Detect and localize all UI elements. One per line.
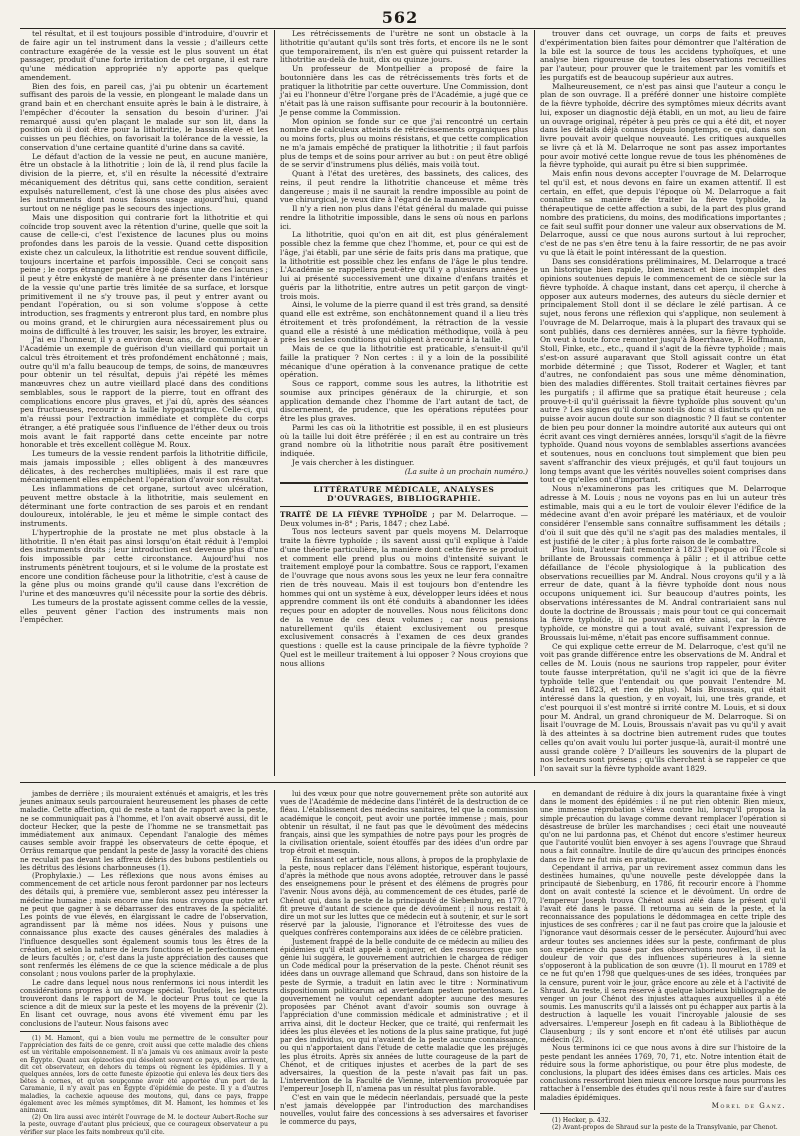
paragraph: Nous n'examinerons pas les critiques que M. Delarroque adresse à M. Louis ; nous ne voyons pas en lui un auteur très estimable, mais qui a eu le tort de vouloir élever l'édifice de la médecine avant d'en avoir préparé les matériaux, et de vouloir considérer l'ensemble sans connaître suffisamment les détails ; d'où il suit que dès qu'il ne s'agit pas des maladies mentales, il est justifié de le citer ; à plus forte raison de le combattre. — [540, 484, 786, 546]
footnote-rule — [540, 1113, 600, 1114]
column-middle — [280, 30, 528, 776]
paragraph: Mon opinion se fonde sur ce que j'ai rencontré un certain nombre de calculeux atteints de rétrécissements organiques plus ou moins forts, plus ou moins résistans, et que cette complication ne m'a jamais empêché de pratiquer la lithotritie ; il faut parfois plus de temps et de soins pour arriver au but : on peut être obligé de se servir d'instrumens plus déliés, mais voilà tout. — [280, 116, 528, 170]
footnote-rule — [20, 1031, 80, 1032]
paragraph: lui des vœux pour que notre gouvernement prête son autorité aux vues de l'Académie de médecine dans l'intérêt de la destruction de ce fléau. L'établissement des médecins sanitaires, tel que la commission académique le conçoit, peut avoir une portée immense ; mais, pour obtenir un résultat, il ne faut pas que le dévoûment des médecins français, ainsi que les sympathies de notre pays pour les progrès de la civilisation orientale, soient étouffés par des idées d'un ordre par trop étroit et mesquin. — [280, 790, 528, 856]
paragraph: Les tumeurs de la prostate agissent comme celles de la vessie, elles peuvent gêner l'action des instruments mais non l'empêcher. — [20, 597, 268, 625]
paragraph: Quant à l'état des uretères, des bassinets, des calices, des reins, il peut rendre la lithotritie chanceuse et même très dangereuse ; mais il ne saurait la rendre impossible au point de vue chirurgical, je veux dire à l'égard de la manœuvre. — [280, 169, 528, 205]
paragraph: Les tumeurs de la vessie rendent parfois la lithotritie difficile, mais jamais impossible ; elles obligent à des manœuvres délicates, à des recherches multipliées, mais il est rare que mécaniquement elles empêchent l'opération d'avoir son résultat. — [20, 449, 268, 485]
bottom-column-divider-1 — [274, 790, 275, 1110]
column-divider-1 — [274, 30, 275, 776]
paragraph: Le cadre dans lequel nous nous renfermons ici nous interdit les considérations propres à un ouvrage spécial. Toutefois, les lecteurs trouveront dans le rapport de M. le docteur Prus tout ce que la science a dit de mieux sur la peste et les moyens de la prévenir (2). En lisant cet ouvrage, nous avons été vivement ému par les conclusions de l'auteur. Nous faisons avec — [20, 978, 268, 1028]
paragraph: Plus loin, l'auteur fait remonter à 1823 l'époque où l'École si brillante de Broussais commença à pâlir ; et il attribue cette défaillance de l'école physiologique à la publication des observations recueillies par M. Andral. Nous croyons qu'il y a là erreur de date, quant à la fièvre typhoïde dont nous nous occupons uniquement ici. Sur beaucoup d'autres points, les observations intéressantes de M. Andral contrariaient sans nul doute la doctrine de Broussais ; mais pour tout ce qui concernait la fièvre typhoïde, il ne pouvait en être ainsi, car la fièvre typhoïde, ce monstre qui a tout avalé, suivant l'expression de Broussais lui-même, n'était pas encore suffisamment connue. — [540, 545, 786, 642]
feuilleton-left — [20, 790, 268, 1136]
to-be-continued: (La suite à un prochain numéro.) — [404, 466, 528, 476]
paragraph: Bien des fois, en pareil cas, j'ai pu obtenir un écartement suffisant des parois de la vessie, en plongeant le malade dans un grand bain et en cherchant ensuite après le bain à le distraire, à l'empêcher d'écouter la sensation du besoin d'uriner. J'ai remarqué aussi qu'en plaçant le malade sur son lit, dans la position où il doit être pour la lithotritie, le bassin élevé et les cuisses un peu fléchies, on favorisait la tolérance de la vessie, la conservation d'une certaine quantité d'urine dans sa cavité. — [20, 81, 268, 152]
paragraph: Il n'y a rien non plus dans l'état général du malade qui puisse rendre la lithotritie impossible, dans le sens où nous en parlons ici. — [280, 204, 528, 231]
feuilleton-right — [540, 790, 786, 1132]
book-title: TRAITÉ DE LA FIÈVRE TYPHOÏDE ; — [280, 509, 435, 519]
paragraph: J'ai eu l'honneur, il y a environ deux ans, de communiquer à l'Académie un exemple de guérison d'un vieillard qui portait un calcul très étroitement et très profondément enchâtonné ; mais, outre qu'il m'a fallu beaucoup de temps, de soins, de manœuvres pour obtenir un tel résultat, depuis j'ai répété les mêmes manœuvres chez un autre vieillard placé dans des conditions semblables, sous le rapport de la pierre, tout en offrant des complications encore plus graves, et j'ai dû, après des séances peu fructueuses, recourir à la taille hypogastrique. Celle-ci, qui m'a réussi pour l'extraction immédiate et complète du corps étranger, a été pratiquée sous l'influence de l'éther deux ou trois mois avant le fait rapporté dans cette enceinte par notre honorable et très excellent collègue M. Roux. — [20, 335, 268, 450]
paragraph: jambes de derrière ; ils mouraient exténués et amaigris, et les très jeunes animaux seuls parcouraient heureusement les phases de cette maladie. Cette affection, qui de reste a tant de rapport avec la peste, ne se communiquait pas à l'homme, et l'on avait observé aussi, dit le docteur Hecker, que la peste de l'homme ne se transmettait pas immédiatement aux animaux. Cependant l'analogie des mêmes causes semble avoir frappé les observateurs de cette époque, et Orräus remarque que pendant la peste de Jassy la voracité des chiens ne reculait pas devant les affreux débris des bubons pestilentiels ou les détritus des lésions charbonneuses (1). — [20, 790, 268, 872]
paragraph: Malheureusement, ce n'est pas ainsi que l'auteur a conçu le plan de son ouvrage. Il a préféré donner une histoire complète de la fièvre typhoïde, décrire des symptômes mieux décrits avant lui, exposer un diagnostic déjà établi, en un mot, au lieu de faire un ouvrage original, répéter à peu près ce qui a été dit, et noyer dans les détails déjà connus depuis longtemps, ce qui, dans son livre pouvait avoir quelque nouveauté. Les critiques auxquelles se livre çà et là M. Delarroque ne sont pas assez importantes pour avoir motivé cette longue revue de tous les phénomènes de la fièvre typhoïde, qui aurait pu être si bien supprimée. — [540, 81, 786, 170]
paragraph: tel résultat, et il est toujours possible d'introduire, d'ouvrir et de faire agir un tel instrument dans la vessie ; d'ailleurs cette contracture exagérée de la vessie est le plus souvent un état passager, produit d'une forte irritation de cet organe, il est rare qu'une médication appropriée n'y apporte pas quelque amendement. — [20, 29, 268, 82]
column-divider-2 — [534, 30, 535, 776]
paragraph: Parmi les cas où la lithotritie est possible, il en est plusieurs où la taille lui doit être préférée ; il en est au contraire un très grand nombre où la lithotritie nous paraît être positivement indiquée. — [280, 422, 528, 458]
paragraph: (Prophylaxie.) — Les réflexions que nous avons émises au commencement de cet article nous feront pardonner par nos lecteurs des détails qui, à première vue, sembleront assez peu intéresser la médecine humaine ; mais encore une fois nous croyons que notre art ne peut que gagner à se débarrasser des entraves de la spécialité. Les points de vue élevés, en élargissant le cadre de l'observation, agrandissent par là même nos idées. Nous y puisons une connaissance plus exacte des causes générales des maladies à l'influence desquelles sont également soumis tous les êtres de la création, et selon la nature de leurs fonctions et le perfectionnement de leurs facultés ; or, c'est dans la juste appréciation des causes que sont renfermés les élémens de ce que la science médicale a de plus consolant ; nous voulons parler de la prophylaxie. — [20, 872, 268, 979]
paragraph: La lithotritie, quoi qu'on en ait dit, est plus généralement possible chez la femme que chez l'homme, et, pour ce qui est de l'âge, j'ai établi, par une série de faits pris dans ma pratique, que la lithotritie est possible chez les enfans de l'âge le plus tendre. L'Académie se rappellera peut-être qu'il y a plusieurs années je lui ai présenté successivement une dixaine d'enfans traités et guéris par la lithotritie, entre autres un petit garçon de vingt-trois mois. — [280, 230, 528, 301]
paragraph: Je vais chercher à les distinguer. — [292, 457, 415, 467]
paragraph: Ainsi, le volume de la pierre quand il est très grand, sa densité quand elle est extrême, son enchâtonnement quand il a lieu très étroitement et très profondément, la rétraction de la vessie quand elle a résisté à une médication méthodique, voilà à peu près les seules conditions qui obligent à recourir à la taille. — [280, 300, 528, 345]
paragraph: Un professeur de Montpellier a proposé de faire la boutonnière dans les cas de rétrécissements très forts et de pratiquer la lithotritie par cette ouverture. Une Commission, dont j'ai eu l'honneur d'être l'organe près de l'Académie, a jugé que ce n'était pas là une raison suffisante pour recourir à la boutonnière. Je pense comme la Commission. — [280, 64, 528, 117]
paragraph: Mais de ce que la lithotritie est praticable, s'ensuit-il qu'il faille la pratiquer ? Non certes : il y a loin de la possibilité mécanique d'une opération à la convenance pratique de cette opération. — [280, 344, 528, 380]
footnote: (1) M. Hamont, qui a bien voulu me permettre de le consulter pour l'appréciation des faits de ce genre, croit aussi que cette maladie des chiens est un véritable empoisonnement. Il n'a jamais vu ces animaux avoir la peste en Égypte. Quant aux épizooties qui désolent souvent ce pays, elles arrivent, dit cet observateur, en dehors du temps où règnent les épidémies. Il y a quelques années, lors de cette funeste épizootie qui enleva les deux tiers des bêtes à cornes, et qu'on soupçonne avoir été apportée d'un port de la Caramanie, il n'y avait pas en Égypte d'épidémie de peste. Il y a d'autres maladies, la cachexie aqueuse des moutons, qui, dans ce pays, frappe également avec les mêmes symptômes, dit M. Hamont, les hommes et les animaux. — [20, 1034, 268, 1114]
book-meta: par M. Delarroque. — Deux volumes in-8° ; Paris, 1847 ; chez Labé. — [280, 509, 529, 528]
paragraph: Justement frappé de la belle conduite de ce médecin au milieu des épidémies qu'il était appelé à conjurer, et des ressources que son génie lui suggéra, le gouvernement autrichien le chargea de rédiger un Code médical pour la préservation de la peste. Chénot réunit ses idées dans un ouvrage allemand que Schraud, dans son histoire de la peste de Syrmie, a traduit en latin avec le titre : Norminativum dispositionum politicarum ad avertendam pestem portentosam. Le gouvernement ne voulut cependant adopter aucune des mesures proposées par Chénot avant d'avoir soumis son ouvrage à l'appréciation d'une commission médicale et administrative ; et il arriva ainsi, dit le docteur Hecker, que ce traité, qui renfermait les idées les plus élevées et les notions de la plus saine pratique, fut jugé par des individus, ou qui n'avaient de la peste aucune connaissance, ou qui n'apportaient dans l'étude de cette maladie que les préjugés les plus étroits. Après six années de lutte courageuse de la part de Chénot, et de critiques injustes et acerbes de la part de ses adversaires, la question de la peste n'avait pas fait un pas. L'intervention de la Faculté de Vienne, intervention provoquée par l'empereur Joseph II, n'amena pas un résultat plus favorable. — [280, 937, 528, 1094]
paragraph: Nous terminons ici ce que nous avons à dire sur l'histoire de la peste pendant les années 1769, 70, 71, etc. Notre intention était de réduire sous la forme aphoristique, ou pour être plus modeste, de conclusions, la plupart des idées émises dans ces articles. Mais ces conclusions ressortiront bien mieux encore lorsque nous pourrons les rattacher à l'ensemble des études qu'il nous reste à faire sur d'autres maladies épidémiques. — [540, 1044, 786, 1102]
footnote: (2) On lira aussi avec intérêt l'ouvrage de M. le docteur Aubert-Roche sur la peste, ouvrage d'autant plus précieux, que ce courageux observateur a pu vérifier sur place les faits nombreux qu'il cite. — [20, 1114, 268, 1136]
paragraph: C'est en vain que le médecin néerlandais, persuadé que la peste n'est jamais développée par l'introduction des marchandises nouvelles, voulut faire des concessions à ses adversaires et favoriser le commerce du pays, — [280, 1093, 528, 1127]
signature: Morel de Ganz. — [711, 1101, 786, 1110]
paragraph: trouver dans cet ouvrage, un corps de faits et preuves d'expérimentation bien faites pour démontrer que l'altération de la bile est la source de tous les accidens typhoïques, et une analyse bien rigoureuse de toutes les observations recueillies par l'auteur, pour prouver que le traitement par les vomitifs et les purgatifs est de beaucoup supérieur aux autres. — [540, 29, 786, 82]
column-left — [20, 30, 268, 776]
feuilleton-rule — [20, 782, 786, 783]
column-right — [540, 30, 786, 776]
paragraph: Les rétrécissements de l'urètre ne sont un obstacle à la lithotritie qu'autant qu'ils sont très forts, et encore ils ne le sont que temporairement, ils n'en est guère qui puissent retarder la lithotritie au-delà de huit, dix ou quinze jours. — [280, 29, 528, 65]
paragraph: Le défaut d'action de la vessie ne peut, en aucune manière, être un obstacle à la lithotritie ; loin de là, il rend plus facile la division de la pierre, et, s'il en résulte la nécessité d'extraire mécaniquement des détritus qui, sans cette condition, seraient expulsés naturellement, c'est là une chose des plus aisées avec les instruments dont nous faisons usage aujourd'hui, quand surtout on ne néglige pas le secours des injections. — [20, 151, 268, 213]
paragraph: Sous ce rapport, comme sous les autres, la lithotritie est soumise aux principes généraux de la chirurgie, et son application demande chez l'homme de l'art autant de tact, de discernement, de prudence, que les opérations réputées pour être les plus graves. — [280, 379, 528, 423]
paragraph: Dans ses considérations préliminaires, M. Delarroque a tracé un historique bien rapide, bien inexact et bien incomplet des opinions soutenues depuis le commencement de ce siècle sur la fièvre typhoïde. À chaque instant, dans cet aperçu, il cherche à opposer aux auteurs modernes, des auteurs du siècle dernier et principalement Stoll dont il se déclare le zélé partisan. À ce sujet, nous ferons une réflexion qui s'applique, non seulement à l'ouvrage de M. Delarroque, mais à la plupart des travaux qui se sont publiés, dans ces dernières années, sur la fièvre typhoïde. On veut à toute force remonter jusqu'à Boerrhaave, F. Hoffmann, Stoll, Finke, etc., etc., quand il s'agit de la fièvre typhoïde ; mais s'est-on assuré auparavant que Stoll agissait contre un état morbide déterminé ; que Tissot, Roderer et Wagler, et tant d'autres, ne confondaient pas sous une même dénomination, bien des maladies différentes. Stoll traitait certaines fièvres par les purgatifs ; il affirme que sa pratique était heureuse ; cela prouve-t-il qu'il guérissait la fièvre typhoïde plus souvent qu'un autre ? Les signes qu'il donne sont-ils donc si distincts qu'on ne puisse avoir aucun doute sur son diagnostic ? Il faut se contenter de bien peu pour donner la moindre autorité aux auteurs qui ont écrit avant ces vingt dernières années, lorsqu'il s'agit de la fièvre typhoïde. Quand nous voyons de semblables assertions avancées et soutenues, nous en concluons tout simplement que bien peu savent s'affranchir des vieux préjugés, et qu'il faut toujours un long temps avant que les vérités nouvelles soient comprises dans tout ce qu'elles ont d'important. — [540, 256, 786, 485]
paragraph: Les inflammations de cet organe, surtout avec ulcération, peuvent mettre obstacle à la lithotritie, mais seulement en déterminant une forte contraction de ses parois et en rendant douloureux, intolérable, le jeu et même le simple contact des instruments. — [20, 484, 268, 528]
feuilleton-middle — [280, 790, 528, 1127]
bottom-column-divider-2 — [534, 790, 535, 1110]
paragraph: L'hypertrophie de la prostate ne met plus obstacle à la lithotritie. Il n'en était pas ainsi lorsqu'on était réduit à l'emploi des instruments droits ; leur introduction est devenue plus d'une fois impossible par cette circonstance. Aujourd'hui nos instruments pénètrent toujours, et si le volume de la prostate est encore une condition fâcheuse pour la lithotritie, c'est à cause de la gêne plus ou moins grande qu'il cause dans l'excrétion de l'urine et des manœuvres qu'il nécessite pour la sortie des débris. — [20, 527, 268, 598]
paragraph: en demandant de réduire à dix jours la quarantaine fixée à vingt dans le moment des épidémies : il ne put rien obtenir. Bien mieux, une immense réprobation s'éleva contre lui, lorsqu'il proposa la simple précaution du lavage comme devant remplacer l'opération si désastreuse de brûler les marchandises ; ceci était une nouveauté qu'on ne lui pardonna pas, et Chénot dut encore s'estimer heureux que l'autorité voulût bien envoyer à ses agens l'ouvrage que Shraud nous a fait connaître. Inutile de dire qu'aucun des principes énoncés dans ce livre ne fut mis en pratique. — [540, 790, 786, 864]
paragraph: En finissant cet article, nous allons, à propos de la prophylaxie de la peste, nous replacer dans l'élément historique, espérant toujours, d'après la méthode que nous avons adoptée, retrouver dans le passé des enseignemens pour le présent et des élémens de progrès pour l'avenir. Nous avons déjà, au commencement de ces études, parlé de Chénot qui, dans la peste de la principauté de Siebenburg, en 1770, fit preuve d'autant de science que de dévoûment ; il nous restait à dire un mot sur les luttes que ce médecin eut à soutenir, et sur le sort réservé par la jalousie, l'ignorance et l'étroitesse des vues de quelques confrères contemporains aux idées de ce célèbre praticien. — [280, 855, 528, 938]
book-entry — [280, 511, 528, 529]
page-number: 562 — [381, 8, 419, 27]
paragraph: Mais enfin nous devons accepter l'ouvrage de M. Delarroque tel qu'il est, et nous devons en faire un examen attentif. Il est certain, en effet, que depuis l'époque où M. Delarroque a fait connaître sa manière de traiter la fièvre typhoïde, la thérapeutique de cette affection a subi, de la part des plus grand nombre des praticiens, du moins, des modifications importantes ; ce fait seul suffit pour donner une valeur aux observations de M. Delarroque, aussi ce que nous aurons surtout à lui reprocher, c'est de ne pas s'en être tenu à la faire ressortir, de ne pas avoir vu que là était le point intéressant de la question. — [540, 169, 786, 257]
paragraph: Ce qui explique cette erreur de M. Delarroque, c'est qu'il ne voit pas grande différence entre les observations de M. Andral et celles de M. Louis (nous ne saurions trop rappeler, pour éviter toute fausse interprétation, qu'il ne s'agit ici que de la fièvre typhoïde telle que l'entendait ou que pouvait l'entendre M. Andral en 1823, et rien de plus). Mais Broussais, qui était intéressé dans la question, y en voyait, lui, une très grande, et c'est pourquoi il s'est montré si irrité contre M. Louis, et si doux pour M. Andral, un grand chroniqueur de M. Delarroque. Si on lisait l'ouvrage de M. Louis, Broussais n'avait pas vu qu'il y avait là des atteintes à sa doctrine bien autrement rudes que toutes celles qu'on avait voulu lui porter jusque-là, aurait-il montré une aussi grande colère ? D'ailleurs les souvenirs de la plupart de nos lecteurs sont présens ; qu'ils cherchent à se rappeler ce que l'on savait sur la fièvre typhoïde avant 1829. — [540, 641, 786, 773]
section-heading: LITTÉRATURE MÉDICALE, ANALYSES D'OUVRAGES, BIBLIOGRAPHIE. — [280, 482, 528, 507]
paragraph: Mais une disposition qui contrarie fort la lithotritie et qui coïncide trop souvent avec la rétention d'urine, quelle que soit la cause de celle-ci, c'est l'existence de lacunes plus ou moins profondes dans les parois de la vessie. Quand cette disposition existe chez un calculeux, la lithotritie est rendue souvent difficile, toujours incertaine et parfois impossible. Ceci se conçoit sans peine ; le corps étranger peut être logé dans une de ces lacunes ; il peut y être enkysté de manière à ne présenter dans l'intérieur de la vessie qu'une partie très limitée de sa surface, et lorsque primitivement il ne s'y trouve pas, il peut y entrer avant ou pendant l'opération, ou si son volume s'oppose à cette introduction, ses fragments y entreront plus tard, en nombre plus ou moins grand, et le chirurgien aura nécessairement plus ou moins de difficulté à les trouver, les saisir, les broyer, les extraire. — [20, 212, 268, 336]
paragraph: Cependant il arriva, par un revirement assez commun dans les destinées humaines, qu'une nouvelle peste développée dans la principauté de Siebenburg, en 1786, fit recourir encore à l'homme dont on avait contesté la science et le dévoûment. Un ordre de l'empereur Joseph trouva Chénot aussi zélé dans le présent qu'il l'avait été dans le passé. Il retourna au sein de la peste, et la reconnaissance des populations le dédommagea en cette triple des injustices de ses confrères ; car il ne faut pas croire que la jalousie et l'ignorance vaut désormais cesser de le persécuter. Aujourd'hui avec ardeur toutes ses anciennes idées sur la peste, confirmant de plus son expérience du passé par des observations nouvelles, il eut la douleur de voir que des influences supérieures à la sienne s'opposeront à la publication de son œuvre (1). Il mourut en 1789 et ce ne fut qu'en 1798 que quelques-unes de ses idées, tronquées par la censure, purent voir le jour, grâce encore au zèle et à l'activité de Shraud. Au reste, il sera réservé à quelque laborieux bibliographe de venger un jour Chénot des injustes attaques auxquelles il a été soumis. Les manuscrits qu'il a laissés ont pu échapper aux partis à la destruction à laquelle les vouait l'incroyable jalousie de ses adversaires. L'empereur Joseph en fit cadeau à la Bibliothèque de Clausenburg ; ils y sont encore et n'ont été utilisés par aucun médecin (2). — [540, 863, 786, 1045]
footnote: (2) Avant-propos de Shraud sur la peste de la Transylvanie, par Chenot. — [552, 1124, 778, 1132]
footnote: (1) Hecker, p. 432. — [552, 1116, 611, 1124]
paragraph: Tous nos lecteurs savent par quels moyens M. Delarroque traite la fièvre typhoïde ; ils savent aussi qu'il explique à l'aide d'une théorie particulière, la manière dont cette fièvre se produit et comment elle prend plus ou moins d'intensité suivant le traitement employé pour la combattre. Sous ce rapport, l'examen de l'ouvrage que nous avons sous les yeux ne leur fera connaître rien de très nouveau. Mais il est toujours bon d'entendre les hommes qui ont un système à eux, développer leurs idées et nous apprendre comment ils ont été conduits à abandonner les idées reçues pour en adopter de nouvelles. Nous nous félicitons donc de la venue de ces deux volumes ; car nous pensions naturellement qu'ils étaient exclusivement ou presque exclusivement consacrés à l'examen de ces deux grandes questions : quelle est la cause principale de la fièvre typhoïde ? Quel est le meilleur traitement à lui opposer ? Nous croyions que nous allions — [280, 527, 528, 668]
